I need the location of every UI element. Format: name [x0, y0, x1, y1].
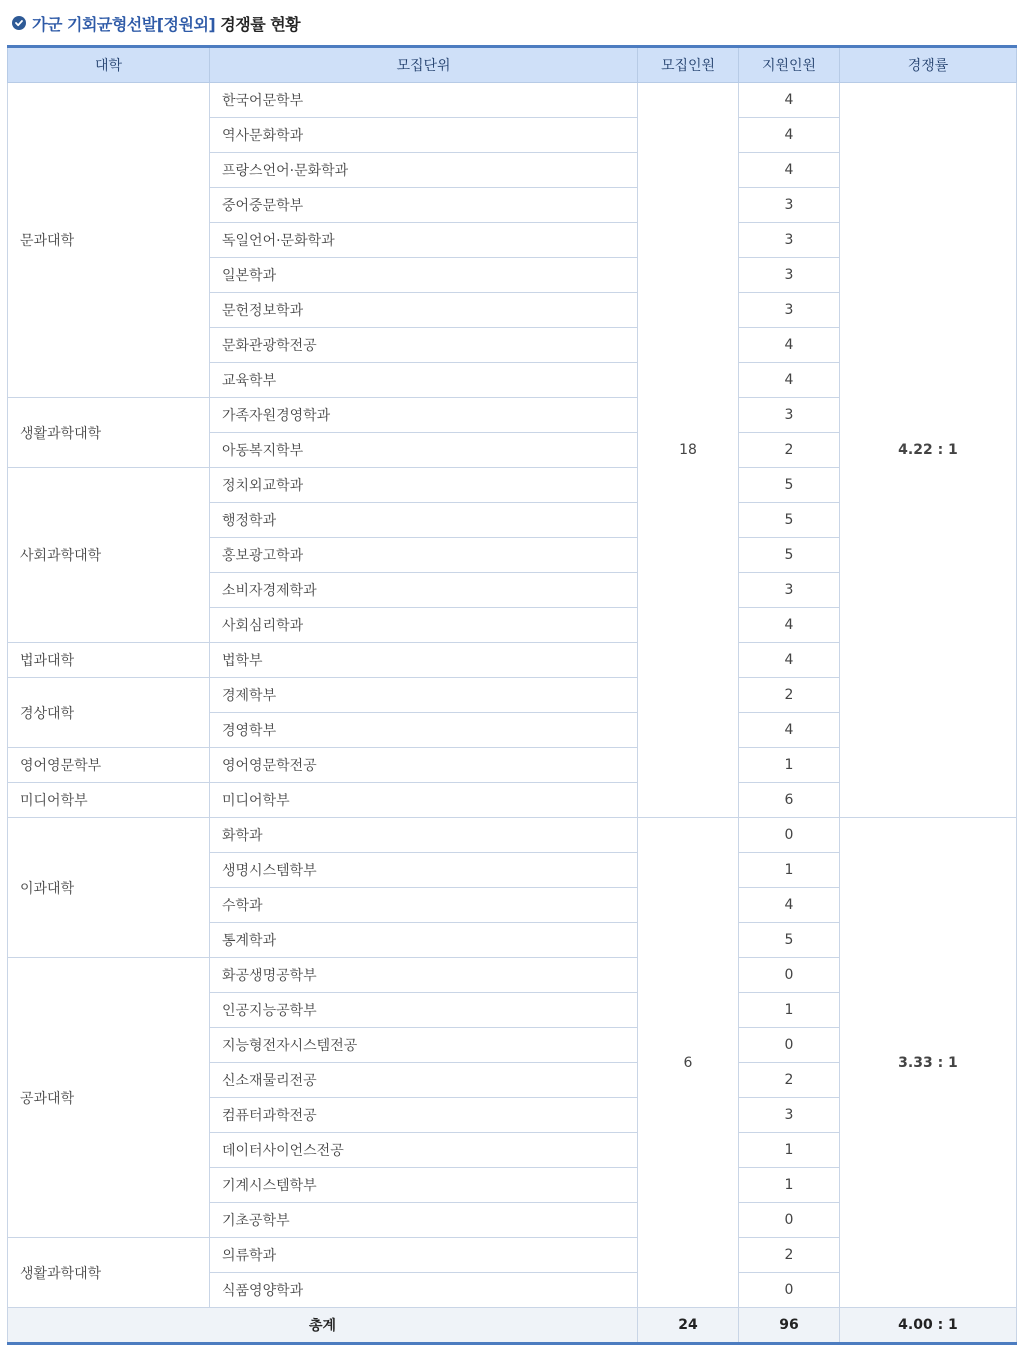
applicants-cell: 3	[739, 573, 840, 608]
applicants-cell: 3	[739, 223, 840, 258]
applicants-cell: 4	[739, 888, 840, 923]
unit-cell: 아동복지학부	[210, 433, 638, 468]
unit-cell: 정치외교학과	[210, 468, 638, 503]
unit-cell: 영어영문학전공	[210, 748, 638, 783]
total-applicants: 96	[739, 1308, 840, 1344]
applicants-cell: 0	[739, 1028, 840, 1063]
table-row	[8, 83, 1017, 118]
applicants-cell: 2	[739, 433, 840, 468]
applicants-cell: 1	[739, 853, 840, 888]
applicants-cell: 0	[739, 818, 840, 853]
unit-cell: 데이터사이언스전공	[210, 1133, 638, 1168]
unit-cell: 교육학부	[210, 363, 638, 398]
unit-cell: 중어중문학부	[210, 188, 638, 223]
unit-cell: 기계시스템학부	[210, 1168, 638, 1203]
applicants-cell: 4	[739, 608, 840, 643]
applicants-cell: 4	[739, 118, 840, 153]
applicants-cell: 3	[739, 293, 840, 328]
rate-cell: 4.22 : 1	[840, 83, 1017, 818]
applicants-cell: 0	[739, 958, 840, 993]
college-cell: 미디어학부	[8, 783, 210, 818]
applicants-cell: 4	[739, 643, 840, 678]
college-cell: 영어영문학부	[8, 748, 210, 783]
quota-cell: 6	[638, 818, 739, 1308]
college-cell: 경상대학	[8, 678, 210, 748]
title-suffix: 경쟁률 현황	[215, 14, 301, 34]
table-body	[8, 83, 1017, 1308]
applicants-cell: 0	[739, 1203, 840, 1238]
applicants-cell: 4	[739, 363, 840, 398]
header-row	[8, 47, 1017, 83]
unit-cell: 화공생명공학부	[210, 958, 638, 993]
unit-cell: 일본학과	[210, 258, 638, 293]
applicants-cell: 2	[739, 678, 840, 713]
unit-cell: 경제학부	[210, 678, 638, 713]
applicants-cell: 4	[739, 713, 840, 748]
header-unit: 모집단위	[210, 47, 638, 83]
unit-cell: 경영학부	[210, 713, 638, 748]
competition-rate-table	[7, 45, 1017, 1345]
college-cell: 법과대학	[8, 643, 210, 678]
header-rate: 경쟁률	[840, 47, 1017, 83]
applicants-cell: 3	[739, 188, 840, 223]
unit-cell: 사회심리학과	[210, 608, 638, 643]
unit-cell: 역사문화학과	[210, 118, 638, 153]
unit-cell: 미디어학부	[210, 783, 638, 818]
table-row	[8, 818, 1017, 853]
unit-cell: 수학과	[210, 888, 638, 923]
applicants-cell: 1	[739, 1168, 840, 1203]
header-applicants: 지원인원	[739, 47, 840, 83]
title-prefix: 가군 기회균형선발[정원외]	[32, 14, 216, 34]
applicants-cell: 2	[739, 1063, 840, 1098]
applicants-cell: 5	[739, 468, 840, 503]
applicants-cell: 6	[739, 783, 840, 818]
unit-cell: 통계학과	[210, 923, 638, 958]
total-quota: 24	[638, 1308, 739, 1344]
college-cell: 문과대학	[8, 83, 210, 398]
rate-cell: 3.33 : 1	[840, 818, 1017, 1308]
applicants-cell: 5	[739, 538, 840, 573]
header-quota: 모집인원	[638, 47, 739, 83]
applicants-cell: 0	[739, 1273, 840, 1308]
unit-cell: 소비자경제학과	[210, 573, 638, 608]
section-title	[12, 10, 300, 36]
college-cell: 사회과학대학	[8, 468, 210, 643]
header-college: 대학	[8, 47, 210, 83]
applicants-cell: 4	[739, 328, 840, 363]
applicants-cell: 2	[739, 1238, 840, 1273]
unit-cell: 기초공학부	[210, 1203, 638, 1238]
unit-cell: 신소재물리전공	[210, 1063, 638, 1098]
unit-cell: 지능형전자시스템전공	[210, 1028, 638, 1063]
college-cell: 생활과학대학	[8, 398, 210, 468]
quota-cell: 18	[638, 83, 739, 818]
unit-cell: 홍보광고학과	[210, 538, 638, 573]
college-cell: 생활과학대학	[8, 1238, 210, 1308]
unit-cell: 법학부	[210, 643, 638, 678]
applicants-cell: 5	[739, 503, 840, 538]
applicants-cell: 3	[739, 258, 840, 293]
unit-cell: 컴퓨터과학전공	[210, 1098, 638, 1133]
applicants-cell: 3	[739, 398, 840, 433]
applicants-cell: 4	[739, 153, 840, 188]
unit-cell: 프랑스언어·문화학과	[210, 153, 638, 188]
college-cell: 이과대학	[8, 818, 210, 958]
total-rate: 4.00 : 1	[840, 1308, 1017, 1344]
applicants-cell: 1	[739, 1133, 840, 1168]
unit-cell: 독일언어·문화학과	[210, 223, 638, 258]
total-label: 총계	[8, 1308, 638, 1344]
total-row	[8, 1308, 1017, 1344]
applicants-cell: 4	[739, 83, 840, 118]
applicants-cell: 1	[739, 748, 840, 783]
unit-cell: 문화관광학전공	[210, 328, 638, 363]
unit-cell: 인공지능공학부	[210, 993, 638, 1028]
applicants-cell: 1	[739, 993, 840, 1028]
unit-cell: 식품영양학과	[210, 1273, 638, 1308]
unit-cell: 한국어문학부	[210, 83, 638, 118]
unit-cell: 생명시스템학부	[210, 853, 638, 888]
applicants-cell: 5	[739, 923, 840, 958]
unit-cell: 가족자원경영학과	[210, 398, 638, 433]
unit-cell: 화학과	[210, 818, 638, 853]
unit-cell: 행정학과	[210, 503, 638, 538]
applicants-cell: 3	[739, 1098, 840, 1133]
college-cell: 공과대학	[8, 958, 210, 1238]
unit-cell: 문헌정보학과	[210, 293, 638, 328]
unit-cell: 의류학과	[210, 1238, 638, 1273]
check-circle-icon	[12, 16, 26, 30]
